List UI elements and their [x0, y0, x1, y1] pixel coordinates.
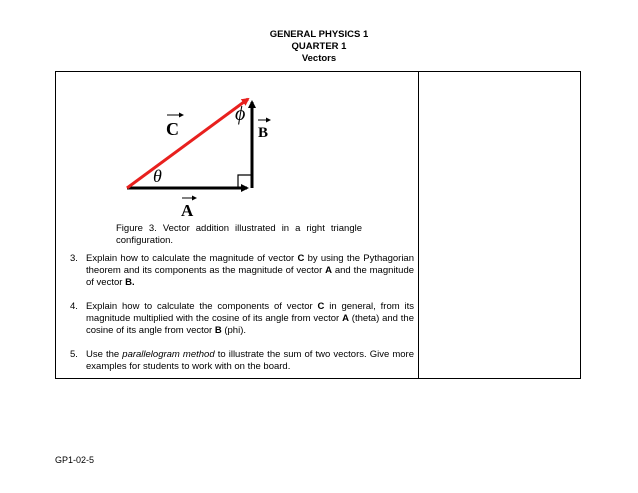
list-item-number: 5. [70, 349, 78, 360]
list-item-text: C [297, 253, 305, 264]
list-item-text: B. [125, 277, 135, 288]
right-angle-marker [238, 175, 252, 188]
list-item-text: B [214, 325, 222, 336]
vector-a-label: A [181, 201, 194, 220]
list-item [70, 301, 414, 337]
list-item-text: Use the [86, 349, 123, 360]
vector-c-label: C [166, 119, 179, 139]
vector-c-arrow [127, 99, 248, 188]
theta-angle-label: θ [153, 166, 162, 186]
list-item-text: (theta) and the cosine of its angle from vector [86, 313, 414, 336]
list-item-text: (phi). [221, 325, 247, 336]
discussion-list [70, 253, 415, 385]
list-item-text: A [325, 265, 332, 276]
list-item-text: by using the Pythagorian theorem and its components as the magnitude of vector [86, 253, 414, 276]
figure-caption: Figure 3. Vector addition illustrated in a right triangle configuration. [116, 223, 362, 246]
list-item-number: 4. [70, 301, 78, 312]
header-subject: GENERAL PHYSICS 1 [269, 29, 369, 40]
list-item [70, 349, 414, 373]
list-item-number: 3. [70, 253, 78, 264]
list-item-text: in general, from its magnitude multiplied with the cosine of its angle from vector [86, 301, 414, 324]
list-item [70, 253, 415, 289]
page-code: GP1-02-5 [55, 455, 95, 465]
list-item-text: parallelogram method [122, 349, 215, 360]
list-item-text: Explain how to calculate the magnitude of vector [86, 253, 298, 264]
header-topic: Vectors [301, 53, 337, 64]
list-item-text: C [317, 301, 325, 312]
phi-angle-label: ϕ [235, 103, 246, 125]
list-item-text: and the magnitude of vector [86, 265, 415, 288]
list-item-text: to illustrate the sum of two vectors. Give more examples for students to work with on the board. [86, 349, 414, 372]
list-item-text: Explain how to calculate the components of vector [86, 301, 318, 312]
vector-b-label: B [258, 125, 269, 141]
list-item-text: A [342, 313, 349, 324]
header-quarter: QUARTER 1 [291, 41, 347, 52]
